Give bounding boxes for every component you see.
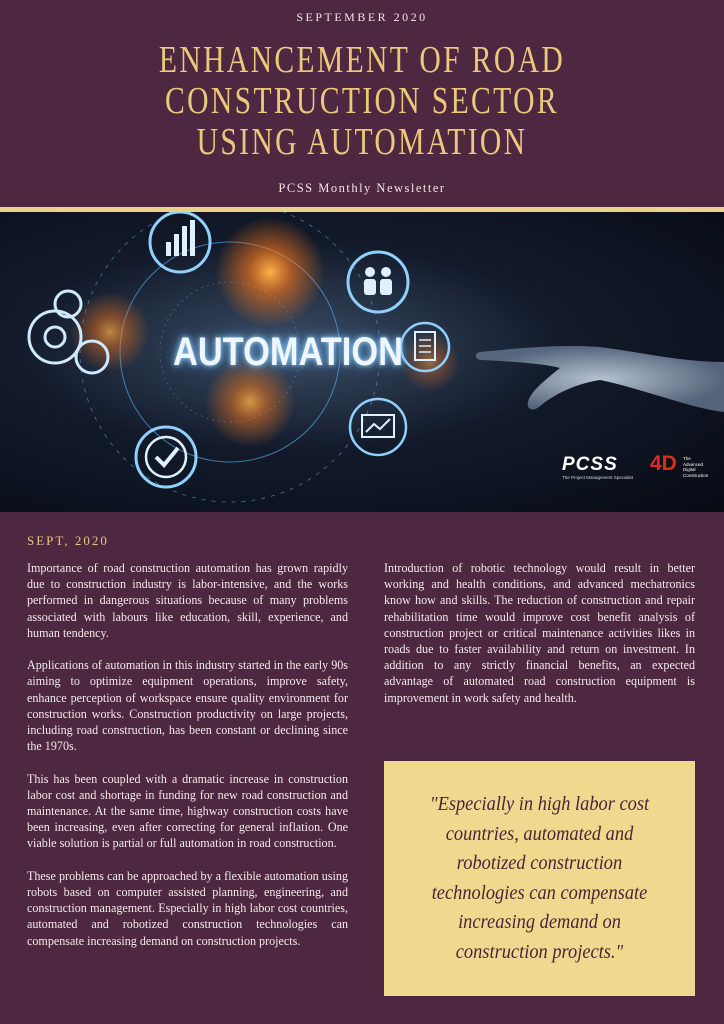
people-icon <box>348 252 408 312</box>
right-column <box>384 560 695 722</box>
logo-side-line: Digital <box>683 467 696 472</box>
pcss-logo <box>562 454 712 484</box>
paragraph: Applications of automation in this industry started in the early 90s aiming to optimize equipment operations, improve safety, enhance perception of workspace ensure quality environment for construction works. Construction productivity on large projects, including road construction, has been constant or declining since the 1970s. <box>27 658 348 754</box>
monitor-chart-icon <box>350 399 406 455</box>
checkmark-icon <box>136 427 196 487</box>
section-date: SEPT, 2020 <box>27 533 109 548</box>
paragraph: This has been coupled with a dramatic increase in construction labor cost and shortage in funding for new road construction and maintenance. At the same time, highway construction costs have been increasing, even after correcting for general inflation. One viable solution is partial or full automation in road construction. <box>27 771 348 851</box>
pull-quote-box <box>384 761 695 996</box>
title-line-1: ENHANCEMENT OF ROAD <box>158 39 566 81</box>
newsletter-title <box>80 40 645 163</box>
logo-text: PCSS <box>562 454 618 475</box>
paragraph: These problems can be approached by a flexible automation using robots based on computer assisted planning, engineering, and construction management. Especially in high labor cost countries, automated and robotized construction technologies can compensate increasing demand on construction projects. <box>27 868 348 948</box>
newsletter-header <box>0 0 724 206</box>
pull-quote: "Especially in high labor cost countries, automated and robotized construction technologies can compensate increasing demand on construction projects." <box>429 793 650 963</box>
left-column <box>27 560 348 965</box>
pointing-hand <box>476 346 724 412</box>
hero-word: AUTOMATION <box>173 330 403 374</box>
logo-side-line: Advanced <box>683 461 704 467</box>
issue-date: SEPTEMBER 2020 <box>296 10 428 24</box>
title-line-3: USING AUTOMATION <box>196 121 528 163</box>
logo-4d: 4D <box>650 452 677 475</box>
logo-side-line: Construction <box>683 472 709 478</box>
logo-side-text <box>683 456 713 478</box>
logo-side-line: The <box>683 456 691 461</box>
newsletter-subtitle: PCSS Monthly Newsletter <box>278 181 446 195</box>
paragraph: Introduction of robotic technology would result in better working and health conditions, and advanced mechatronics know how and skills. The reduction of construction and repair rehabilitation time would improve cost benefit analysis of construction project or critical maintenance activities likes in roads due to faster availability and return on investment. In addition to any strictly financial benefits, an expected advantage of automated road construction equipment is improvement in work safety and health. <box>384 561 695 705</box>
logo-tagline: The Project Management Specialist <box>562 475 634 480</box>
paragraph: Importance of road construction automation has grown rapidly due to construction industry is labor-intensive, and the works performed in dangerous situations because of many problems associated with labours like education, skill, experience, and human tendency. <box>27 561 348 640</box>
bar-chart-icon <box>150 212 210 272</box>
title-line-2: CONSTRUCTION SECTOR <box>165 80 559 122</box>
